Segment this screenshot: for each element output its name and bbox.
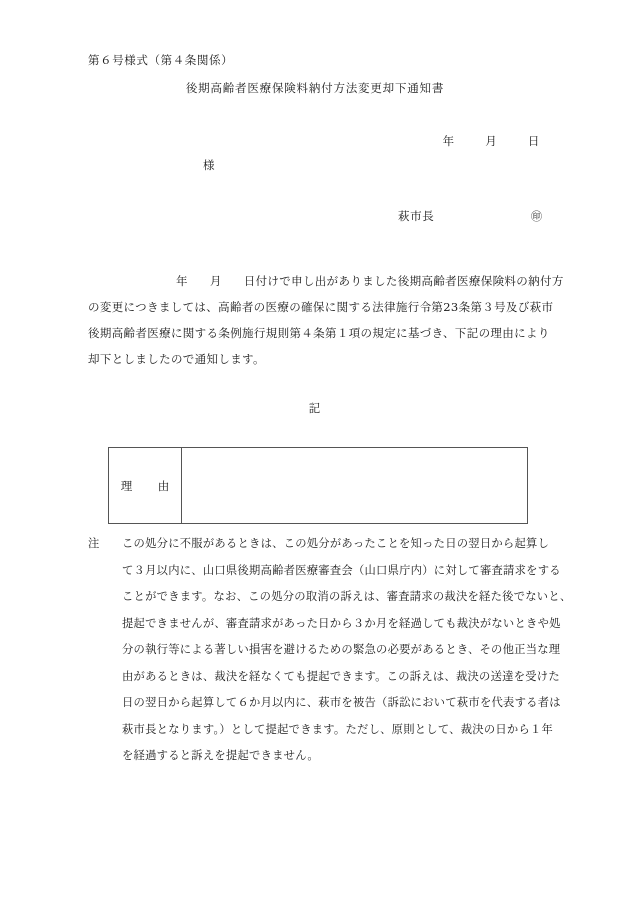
note-line-1: [88, 531, 550, 558]
form-number: 第６号様式（第４条関係）: [88, 53, 234, 67]
date-day-label: 日: [527, 134, 540, 148]
note-line-6: [88, 664, 560, 691]
seal-icon: ㊞: [531, 210, 542, 223]
note-block: [88, 531, 572, 770]
note-text-4: 提起できませんが、審査請求があった日から３か月を経過しても裁決がないときや処: [122, 616, 561, 630]
body-line-4: 却下としましたので通知します。: [88, 352, 265, 366]
body-line1-month: 月: [209, 274, 222, 288]
note-text-6: 由があるときは、裁決を経なくても提起できます。この訴えは、裁決の送達を受けた: [122, 669, 560, 683]
issuer-block: [398, 208, 542, 224]
document-title: 後期高齢者医療保険料納付方法変更却下通知書: [185, 81, 445, 95]
note-text-5: 分の執行等による著しい損害を避けるための緊急の必要があるとき、その他正当な理: [122, 643, 561, 656]
body-line-3: 後期高齢者医療に関する条例施行規則第４条第１項の規定に基づき、下記の理由により: [88, 326, 550, 340]
note-text-3: ことができます。なお、この処分の取消の訴えは、審査請求の裁決を経た後でないと、: [122, 590, 572, 603]
body-line-2: の変更につきましては、高齢者の医療の確保に関する法律施行令第23条第３号及び萩市: [88, 300, 554, 314]
issuer-name: 萩市長: [398, 209, 435, 223]
reason-label-cell: [109, 448, 182, 524]
note-text-1: この処分に不服があるときは、この処分があったことを知った日の翌日から起算し: [122, 537, 550, 550]
note-line-9: [88, 743, 542, 770]
note-line-3: [88, 584, 572, 611]
addressee-honorific: 様: [203, 158, 216, 172]
body-line1-rest: 日付けで申し出がありました後期高齢者医療保険料の納付方: [243, 274, 564, 288]
note-line-5: [88, 637, 561, 664]
reason-label: 理 由: [120, 478, 177, 493]
ki-mark: 記: [308, 401, 322, 415]
note-marker: 注: [88, 537, 100, 550]
note-text-8: 萩市長となります。）として提起できます。ただし、原則として、裁決の日から１年: [122, 722, 554, 736]
note-line-7: [88, 690, 561, 717]
note-line-8: [88, 717, 554, 744]
date-month-label: 月: [485, 134, 498, 148]
note-line-2: [88, 558, 561, 585]
table-row: [109, 448, 528, 524]
body-line1-year: 年: [176, 274, 188, 288]
body-paragraph: [88, 268, 564, 372]
body-line-1: [88, 268, 564, 294]
issue-date-line: [88, 133, 540, 149]
note-text-2: て３月以内に、山口県後期高齢者医療審査会（山口県庁内）に対して審査請求をする: [122, 563, 561, 577]
note-line-4: [88, 611, 561, 638]
note-text-9: を経過すると訴えを提起できません。: [122, 749, 319, 762]
date-year-label: 年: [442, 134, 455, 148]
note-text-7: 日の翌日から起算して６か月以内に、萩市を被告（訴訟において萩市を代表する者は: [122, 696, 561, 709]
reason-value-cell[interactable]: [182, 448, 528, 524]
reason-table: [108, 447, 528, 524]
